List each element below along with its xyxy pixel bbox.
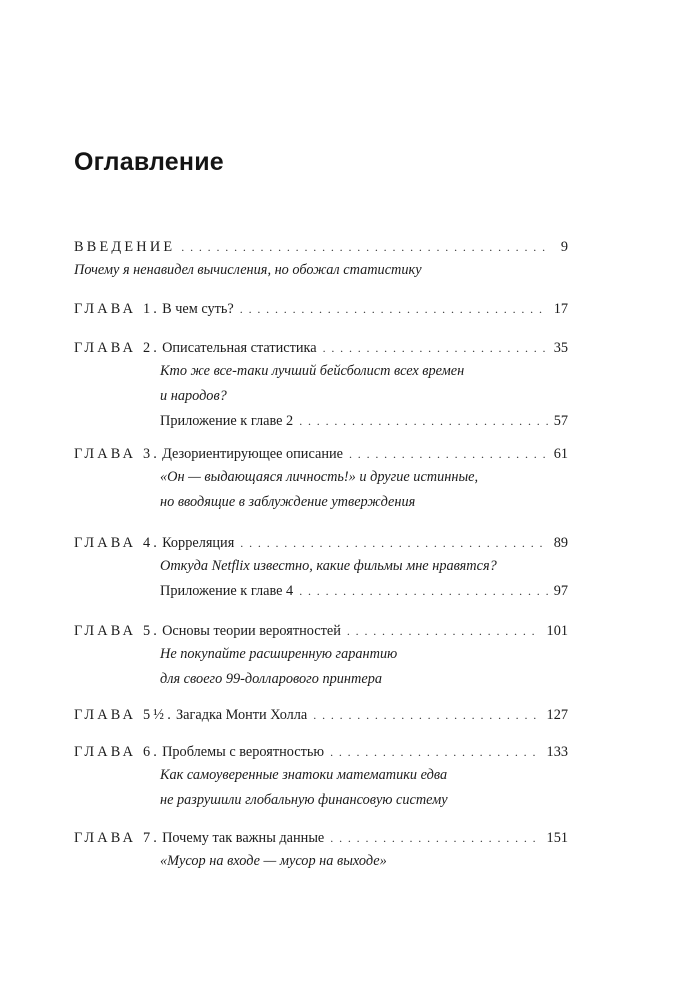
toc-line[interactable] — [74, 620, 568, 642]
toc-subtitle: Почему я ненавидел вычисления, но обожал статистику — [74, 262, 422, 278]
toc-line[interactable] — [74, 532, 568, 554]
toc-subtitle-line: для своего 99-долларового принтера — [160, 671, 382, 687]
toc-subtitle-line: Кто же все-таки лучший бейсболист всех времен — [160, 363, 465, 379]
toc-page-number: 61 — [553, 446, 568, 462]
toc-line[interactable] — [74, 236, 568, 258]
toc-page-number: 57 — [553, 413, 568, 429]
toc-appendix-line[interactable] — [74, 410, 568, 432]
toc-subtitle-line: «Мусор на входе — мусор на выходе» — [160, 853, 387, 869]
toc-chapter-title: В чем суть? — [162, 301, 234, 317]
toc-chapter-title: Корреляция — [162, 535, 235, 551]
toc-page-number: 97 — [553, 583, 568, 599]
toc-entry-intro — [74, 236, 568, 283]
toc-chapter-title: Почему так важны данные — [162, 830, 325, 846]
toc-chapter-title: Основы теории вероятностей — [162, 623, 341, 639]
toc-chapter-title: Описательная статистика — [162, 340, 317, 356]
toc-page-number: 89 — [553, 535, 568, 551]
toc-page-number: 127 — [546, 707, 568, 723]
toc-entry-chapter-7 — [74, 827, 568, 874]
toc-entry-chapter-3 — [74, 443, 568, 515]
toc-page-number: 17 — [553, 301, 568, 317]
toc-subtitle-line: «Он — выдающаяся личность!» и другие истинные, — [160, 469, 479, 485]
toc-page-number: 35 — [553, 340, 568, 356]
toc-label: ГЛАВА 5. — [74, 623, 161, 639]
toc-subtitle-line: Как самоуверенные знатоки математики едва — [160, 767, 448, 783]
toc-line[interactable] — [74, 827, 568, 849]
dot-leader — [313, 704, 540, 726]
toc-label: ВВЕДЕНИЕ — [74, 239, 176, 255]
toc-entry-chapter-1 — [74, 298, 568, 320]
toc-entry-chapter-5-half — [74, 704, 568, 726]
dot-leader — [181, 236, 548, 258]
toc-label: ГЛАВА 7. — [74, 830, 161, 846]
toc-entry-chapter-4 — [74, 532, 568, 602]
toc-appendix-title: Приложение к главе 4 — [160, 583, 294, 599]
toc-line[interactable] — [74, 298, 568, 320]
toc-subtitle-line: Откуда Netflix известно, какие фильмы мне нравятся? — [160, 558, 497, 574]
dot-leader — [240, 532, 547, 554]
toc-chapter-title: Дезориентирующее описание — [162, 446, 343, 462]
toc-entry-chapter-2 — [74, 337, 568, 432]
toc-chapter-title: Загадка Монти Холла — [176, 707, 308, 723]
dot-leader — [299, 580, 548, 602]
toc-subtitle-line: Не покупайте расширенную гарантию — [160, 646, 398, 662]
page-title: Оглавление — [74, 148, 224, 176]
toc-appendix-line[interactable] — [74, 580, 568, 602]
toc-line[interactable] — [74, 704, 568, 726]
toc-page-number: 151 — [546, 830, 568, 846]
toc-entry-chapter-5 — [74, 620, 568, 692]
dot-leader — [349, 443, 548, 465]
toc-label: ГЛАВА 6. — [74, 744, 161, 760]
toc-appendix-title: Приложение к главе 2 — [160, 413, 294, 429]
toc-label: ГЛАВА 4. — [74, 535, 161, 551]
toc-line[interactable] — [74, 443, 568, 465]
toc-chapter-title: Проблемы с вероятностью — [162, 744, 325, 760]
toc-subtitle-line: и народов? — [160, 388, 227, 404]
toc-page-number: 133 — [546, 744, 568, 760]
toc-subtitle-line: но вводящие в заблуждение утверждения — [160, 494, 416, 510]
toc-label: ГЛАВА 2. — [74, 340, 161, 356]
dot-leader — [347, 620, 541, 642]
dot-leader — [330, 827, 540, 849]
toc-entry-chapter-6 — [74, 741, 568, 813]
toc-line[interactable] — [74, 741, 568, 763]
toc-label: ГЛАВА 3. — [74, 446, 161, 462]
toc-line[interactable] — [74, 337, 568, 359]
toc-label: ГЛАВА 1. — [74, 301, 161, 317]
toc-page-number: 9 — [560, 239, 568, 255]
dot-leader — [323, 337, 548, 359]
dot-leader — [299, 410, 548, 432]
dot-leader — [240, 298, 548, 320]
toc-page-number: 101 — [546, 623, 568, 639]
toc-subtitle-line: не разрушили глобальную финансовую систему — [160, 792, 448, 808]
toc-label: ГЛАВА 5½. — [74, 707, 174, 723]
dot-leader — [330, 741, 540, 763]
